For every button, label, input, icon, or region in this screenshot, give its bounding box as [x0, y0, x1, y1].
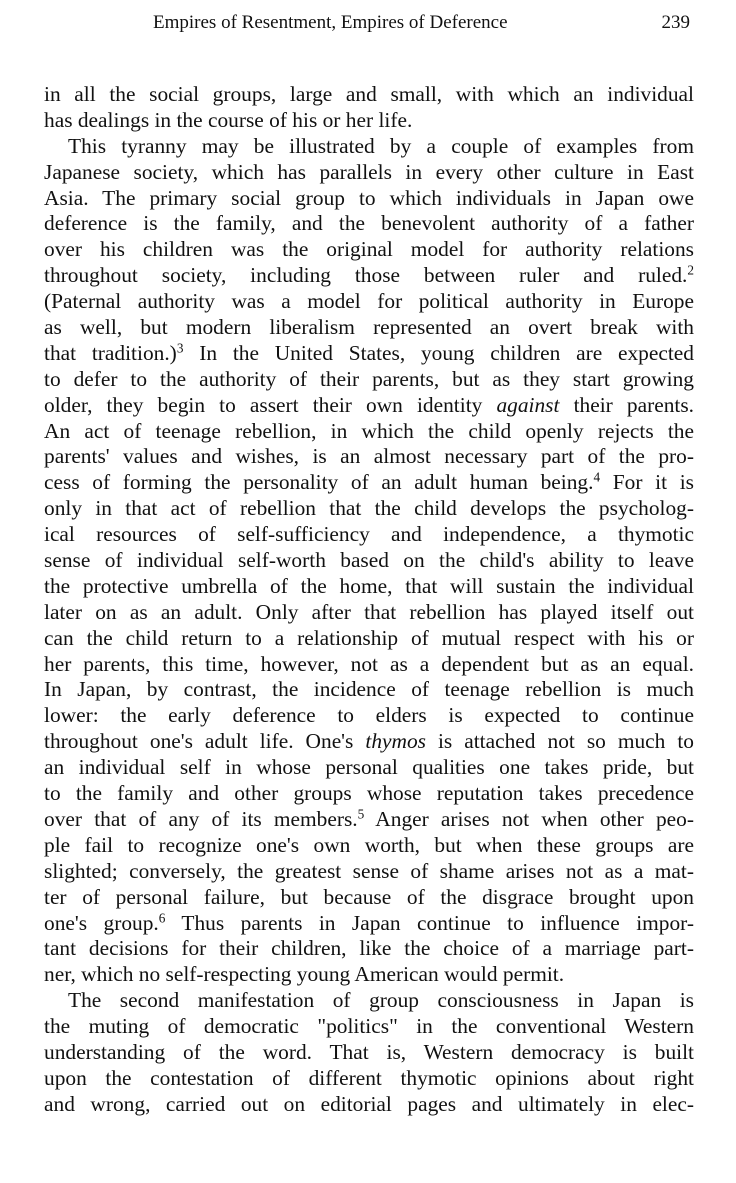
text-line: sense of individual self-worth based on the child's ability to leave	[44, 548, 694, 573]
text-line: her parents, this time, however, not as a dependent but as an equal.	[44, 651, 694, 676]
text-line: in all the social groups, large and small, with which an individual	[44, 82, 694, 106]
text-line: tant decisions for their children, like the choice of a marriage part-	[44, 936, 694, 961]
text-line: to the family and other groups whose reputation takes precedence	[44, 781, 694, 806]
text-line: has dealings in the course of his or her life.	[44, 107, 413, 132]
text-line: upon the contestation of different thymotic opinions about right	[44, 1065, 694, 1090]
text-line: over that of any of its members.$^5$ Anger arises not when other peo-	[44, 806, 694, 831]
text-line: ner, which no self-respecting young American would permit.	[44, 962, 565, 987]
text-line: only in that act of rebellion that the child develops the psycholog-	[44, 496, 694, 521]
text-line: understanding of the word. That is, Western democracy is built	[44, 1039, 694, 1064]
text-line: lower: the early deference to elders is expected to continue	[44, 703, 694, 728]
text-line: later on as an adult. Only after that rebellion has played itself out	[44, 599, 694, 624]
text-line: The second manifestation of group consciousness in Japan is	[68, 988, 694, 1013]
text-line: over his children was the original model for authority relations	[44, 237, 694, 262]
page-number: 239	[661, 12, 690, 33]
text-line: throughout one's adult life. One's thymos is attached not so much to	[44, 729, 695, 754]
text-line: older, they begin to assert their own identity against their parents.	[44, 392, 694, 417]
text-line: the muting of democratic "politics" in the conventional Western	[44, 1014, 694, 1039]
text-line: can the child return to a relationship of mutual respect with his or	[44, 625, 694, 650]
text-line: In Japan, by contrast, the incidence of teenage rebellion is much	[44, 677, 694, 702]
running-title: Empires of Resentment, Empires of Deference	[153, 12, 508, 33]
text-line: deference is the family, and the benevolent authority of a father	[44, 211, 694, 236]
text-line: to defer to the authority of their parents, but as they start growing	[44, 366, 694, 391]
text-line: that tradition.)$^3$ In the United States, young children are expected	[44, 340, 694, 365]
body-text	[44, 82, 694, 1118]
text-line: the protective umbrella of the home, that will sustain the individual	[44, 573, 694, 598]
text-line: as well, but modern liberalism represented an overt break with	[44, 315, 694, 340]
text-line: ical resources of self-sufficiency and independence, a thymotic	[44, 522, 694, 547]
text-line: ter of personal failure, but because of the disgrace brought upon	[44, 884, 694, 909]
text-line: slighted; conversely, the greatest sense of shame arises not as a mat-	[44, 858, 694, 883]
text-line: This tyranny may be illustrated by a couple of examples from	[68, 133, 694, 158]
text-line: ple fail to recognize one's own worth, but when these groups are	[44, 832, 694, 857]
text-line: cess of forming the personality of an adult human being.$^4$ For it is	[44, 470, 694, 495]
text-line: throughout society, including those between ruler and ruled.$^2$	[44, 262, 694, 288]
text-line: Asia. The primary social group to which individuals in Japan owe	[44, 185, 694, 210]
running-head	[44, 10, 694, 36]
text-line: and wrong, carried out on editorial pages and ultimately in elec-	[44, 1091, 694, 1116]
text-line: parents' values and wishes, is an almost necessary part of the pro-	[44, 444, 694, 469]
text-line: an individual self in whose personal qualities one takes pride, but	[44, 755, 694, 780]
text-line: (Paternal authority was a model for political authority in Europe	[44, 289, 694, 314]
text-line: An act of teenage rebellion, in which the child openly rejects the	[44, 418, 694, 443]
text-line: Japanese society, which has parallels in every other culture in East	[44, 159, 694, 184]
text-line: one's group.$^6$ Thus parents in Japan continue to influence impor-	[44, 910, 694, 935]
